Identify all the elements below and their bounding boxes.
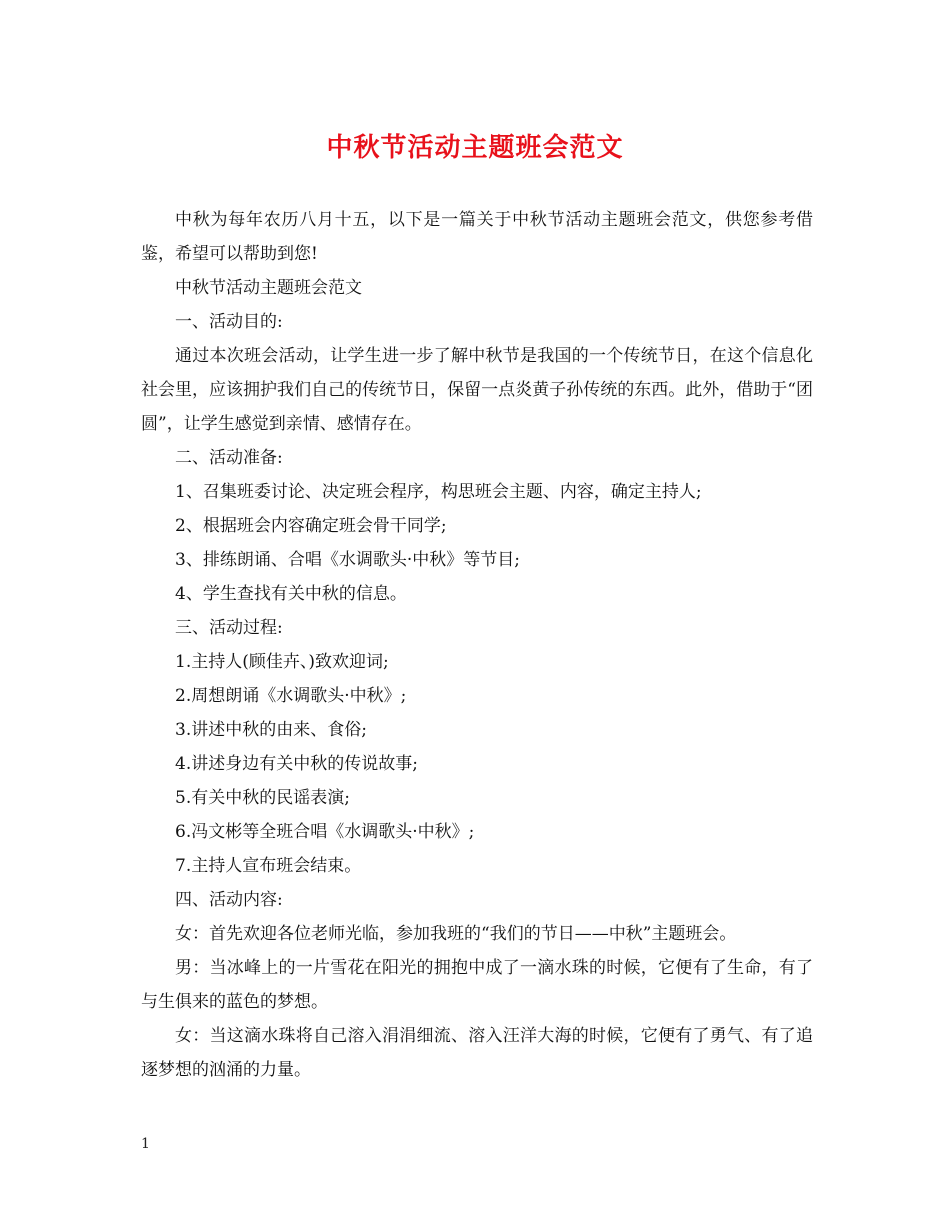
section-heading-preparation: 二、活动准备:: [175, 448, 283, 468]
dialogue-line: 女：当这滴水珠将自己溶入涓涓细流、溶入汪洋大海的时候，它便有了勇气、有了追逐梦想的汹涌的力量。: [141, 1026, 813, 1080]
list-item: 4.讲述身边有关中秋的传说故事;: [175, 754, 418, 774]
paragraph-purpose: 通过本次班会活动，让学生进一步了解中秋节是我国的一个传统节日，在这个信息化社会里，应该拥护我们自己的传统节日，保留一点炎黄子孙传统的东西。此外，借助于“团圆”，让学生感觉到亲情、感情存在。: [141, 346, 813, 434]
document-body: [141, 203, 813, 1087]
list-item: 3、排练朗诵、合唱《水调歌头·中秋》等节目;: [175, 550, 520, 570]
list-item: 2.周想朗诵《水调歌头·中秋》;: [175, 686, 407, 706]
list-item: 2、根据班会内容确定班会骨干同学;: [175, 516, 447, 536]
list-item: 5.有关中秋的民谣表演;: [175, 788, 350, 808]
list-item: 1.主持人(顾佳卉、)致欢迎词;: [175, 652, 389, 672]
list-item: 1、召集班委讨论、决定班会程序，构思班会主题、内容，确定主持人;: [175, 482, 702, 502]
list-item: 7.主持人宣布班会结束。: [175, 856, 362, 876]
section-heading-purpose: 一、活动目的:: [175, 312, 283, 332]
list-item: 3.讲述中秋的由来、食俗;: [175, 720, 367, 740]
paragraph-intro: 中秋为每年农历八月十五，以下是一篇关于中秋节活动主题班会范文，供您参考借鉴，希望可以帮助到您!: [141, 210, 813, 264]
document-title: 中秋节活动主题班会范文: [326, 133, 624, 163]
page-number: 1: [141, 1136, 150, 1152]
dialogue-line: 女：首先欢迎各位老师光临，参加我班的“我们的节日——中秋”主题班会。: [175, 924, 737, 944]
paragraph-subtitle: 中秋节活动主题班会范文: [175, 278, 362, 298]
list-item: 4、学生查找有关中秋的信息。: [175, 584, 407, 604]
list-item: 6.冯文彬等全班合唱《水调歌头·中秋》;: [175, 822, 475, 842]
section-heading-content: 四、活动内容:: [175, 890, 283, 910]
section-heading-process: 三、活动过程:: [175, 618, 283, 638]
dialogue-line: 男：当冰峰上的一片雪花在阳光的拥抱中成了一滴水珠的时候，它便有了生命，有了与生俱来的蓝色的梦想。: [141, 958, 813, 1012]
